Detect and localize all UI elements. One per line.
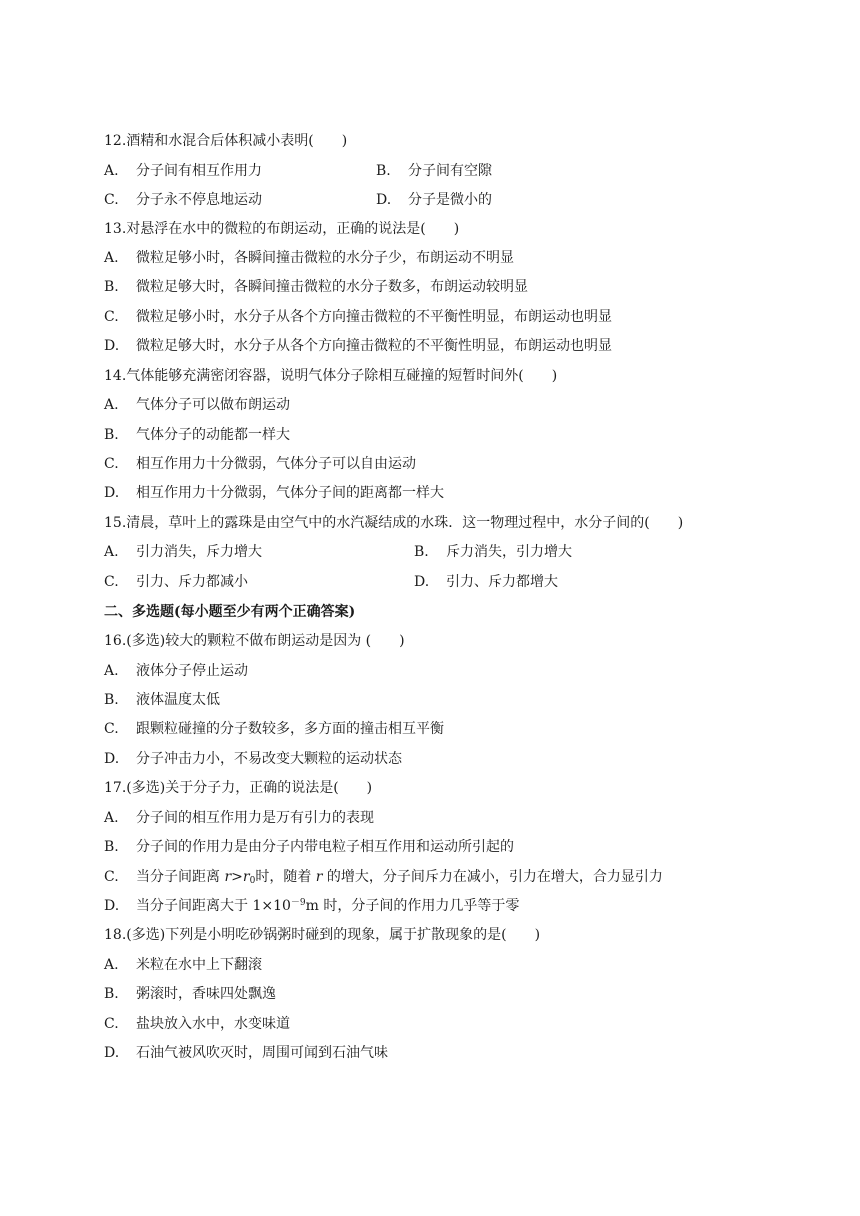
question-15-option-d-wrap: [414, 573, 558, 591]
question-16-option-d: 分子冲击力小，不易改变大颗粒的运动状态: [136, 751, 402, 767]
option-label: D.: [104, 1045, 120, 1061]
option-label: B.: [104, 427, 119, 443]
question-17-option-d-text-2: m 时，分子间的作用力几乎等于零: [305, 898, 520, 914]
option-label: C.: [104, 1016, 119, 1032]
option-label: C.: [104, 309, 119, 325]
option-label: A.: [104, 397, 119, 413]
option-label: D.: [376, 192, 392, 208]
question-12-option-d-wrap: [376, 191, 492, 209]
option-label: A.: [104, 663, 119, 679]
question-16-option-c: 跟颗粒碰撞的分子数较多，多方面的撞击相互平衡: [136, 721, 444, 737]
question-14-option-d: 相互作用力十分微弱，气体分子间的距离都一样大: [136, 485, 444, 501]
option-label: D.: [104, 485, 120, 501]
option-label: A.: [104, 957, 119, 973]
question-13-stem: 13.对悬浮在水中的微粒的布朗运动，正确的说法是( ): [104, 221, 460, 237]
question-16-stem: 16.(多选)较大的颗粒不做布朗运动是因为 ( ): [104, 633, 405, 649]
option-label: C.: [104, 456, 119, 472]
question-12-option-b-wrap: [376, 162, 492, 180]
question-18-option-b: 粥滚时，香味四处飘逸: [136, 986, 276, 1002]
question-14-option-a: 气体分子可以做布朗运动: [136, 397, 290, 413]
question-12-option-b: 分子间有空隙: [408, 163, 492, 179]
option-label: B.: [104, 692, 119, 708]
question-13-option-c: 微粒足够小时，水分子从各个方向撞击微粒的不平衡性明显，布朗运动也明显: [136, 309, 612, 325]
question-18-option-b-line: [104, 985, 276, 1003]
question-15-options-cd: [104, 573, 558, 591]
question-15-option-a: 引力消失，斥力增大: [136, 544, 262, 560]
option-label: A.: [104, 810, 119, 826]
question-17-option-d-line: [104, 897, 519, 915]
option-label: C.: [104, 721, 119, 737]
question-16-option-a: 液体分子停止运动: [136, 663, 248, 679]
question-12-option-c: 分子永不停息地运动: [136, 192, 262, 208]
question-18-stem: 18.(多选)下列是小明吃砂锅粥时碰到的现象，属于扩散现象的是( ): [104, 927, 541, 943]
question-14-stem: 14.气体能够充满密闭容器，说明气体分子除相互碰撞的短暂时间外( ): [104, 368, 558, 384]
option-label: D.: [104, 751, 120, 767]
question-17-option-d-text-1: 当分子间距离大于 1×10: [136, 898, 291, 914]
option-label: B.: [104, 986, 119, 1002]
question-12-option-a: 分子间有相互作用力: [136, 163, 262, 179]
question-17-option-b-line: [104, 838, 514, 856]
question-13-option-a-line: [104, 249, 514, 267]
option-label: C.: [104, 574, 119, 590]
question-18-option-a: 米粒在水中上下翻滚: [136, 957, 262, 973]
question-17-stem: 17.(多选)关于分子力，正确的说法是( ): [104, 780, 373, 796]
option-label: B.: [376, 163, 391, 179]
question-15-option-d: 引力、斥力都增大: [446, 574, 558, 590]
question-13-option-c-line: [104, 308, 612, 326]
question-13-option-b-line: [104, 278, 528, 296]
question-12-option-d: 分子是微小的: [408, 192, 492, 208]
option-label: D.: [104, 338, 120, 354]
question-12-options-ab: [104, 162, 492, 180]
question-16-option-d-line: [104, 750, 402, 768]
question-13-option-d: 微粒足够大时，水分子从各个方向撞击微粒的不平衡性明显，布朗运动也明显: [136, 338, 612, 354]
exponent: －9: [290, 898, 306, 908]
question-14-option-b: 气体分子的动能都一样大: [136, 427, 290, 443]
question-17-option-b: 分子间的作用力是由分子内带电粒子相互作用和运动所引起的: [136, 839, 514, 855]
question-13-option-b: 微粒足够大时，各瞬间撞击微粒的水分子数多，布朗运动较明显: [136, 279, 528, 295]
variable-r: r: [315, 869, 323, 885]
greater-than-sign: >: [231, 869, 243, 885]
question-16-option-c-line: [104, 720, 444, 738]
variable-r0: r: [242, 869, 250, 885]
question-16-option-b: 液体温度太低: [136, 692, 220, 708]
question-12-stem: 12.酒精和水混合后体积减小表明( ): [104, 133, 348, 149]
option-label: D.: [414, 574, 430, 590]
section-heading: 二、多选题(每小题至少有两个正确答案): [104, 604, 356, 620]
option-label: A.: [104, 250, 119, 266]
question-15-options-ab: [104, 543, 572, 561]
option-label: B.: [104, 279, 119, 295]
question-17-option-c: [136, 869, 663, 885]
question-14-option-c: 相互作用力十分微弱，气体分子可以自由运动: [136, 456, 416, 472]
question-18-option-d: 石油气被风吹灭时，周围可闻到石油气味: [136, 1045, 388, 1061]
option-label: A.: [104, 163, 119, 179]
option-label: A.: [104, 544, 119, 560]
question-15-stem: 15.清晨，草叶上的露珠是由空气中的水汽凝结成的水珠．这一物理过程中，水分子间的( ): [104, 515, 684, 531]
option-label: D.: [104, 898, 120, 914]
question-13-option-d-line: [104, 337, 612, 355]
option-label: B.: [414, 544, 429, 560]
question-15-option-b-wrap: [414, 543, 572, 561]
option-label: C.: [104, 192, 119, 208]
question-17-option-c-text-3: 的增大，分子间斥力在减小，引力在增大，合力显引力: [322, 869, 663, 885]
question-12-options-cd: [104, 191, 492, 209]
question-18-option-d-line: [104, 1044, 388, 1062]
question-18-option-c: 盐块放入水中，水变味道: [136, 1016, 290, 1032]
question-17-option-c-text-1: 当分子间距离: [136, 869, 225, 885]
option-label: B.: [104, 839, 119, 855]
question-14-option-d-line: [104, 484, 444, 502]
question-17-option-c-text-2: 时，随着: [255, 869, 316, 885]
question-16-option-b-line: [104, 691, 220, 709]
question-15-option-b: 斥力消失，引力增大: [446, 544, 572, 560]
question-14-option-a-line: [104, 396, 290, 414]
question-17-option-a-line: [104, 809, 374, 827]
subscript-zero: 0: [249, 876, 256, 886]
question-17-option-d: [136, 898, 519, 914]
question-18-option-a-line: [104, 956, 262, 974]
question-18-option-c-line: [104, 1015, 290, 1033]
question-14-option-c-line: [104, 455, 416, 473]
question-17-option-c-line: [104, 868, 663, 886]
question-13-option-a: 微粒足够小时，各瞬间撞击微粒的水分子少，布朗运动不明显: [136, 250, 514, 266]
option-label: C.: [104, 869, 119, 885]
question-15-option-c: 引力、斥力都减小: [136, 574, 248, 590]
question-17-option-a: 分子间的相互作用力是万有引力的表现: [136, 810, 374, 826]
variable-r: r: [224, 869, 232, 885]
question-16-option-a-line: [104, 662, 248, 680]
question-14-option-b-line: [104, 426, 290, 444]
